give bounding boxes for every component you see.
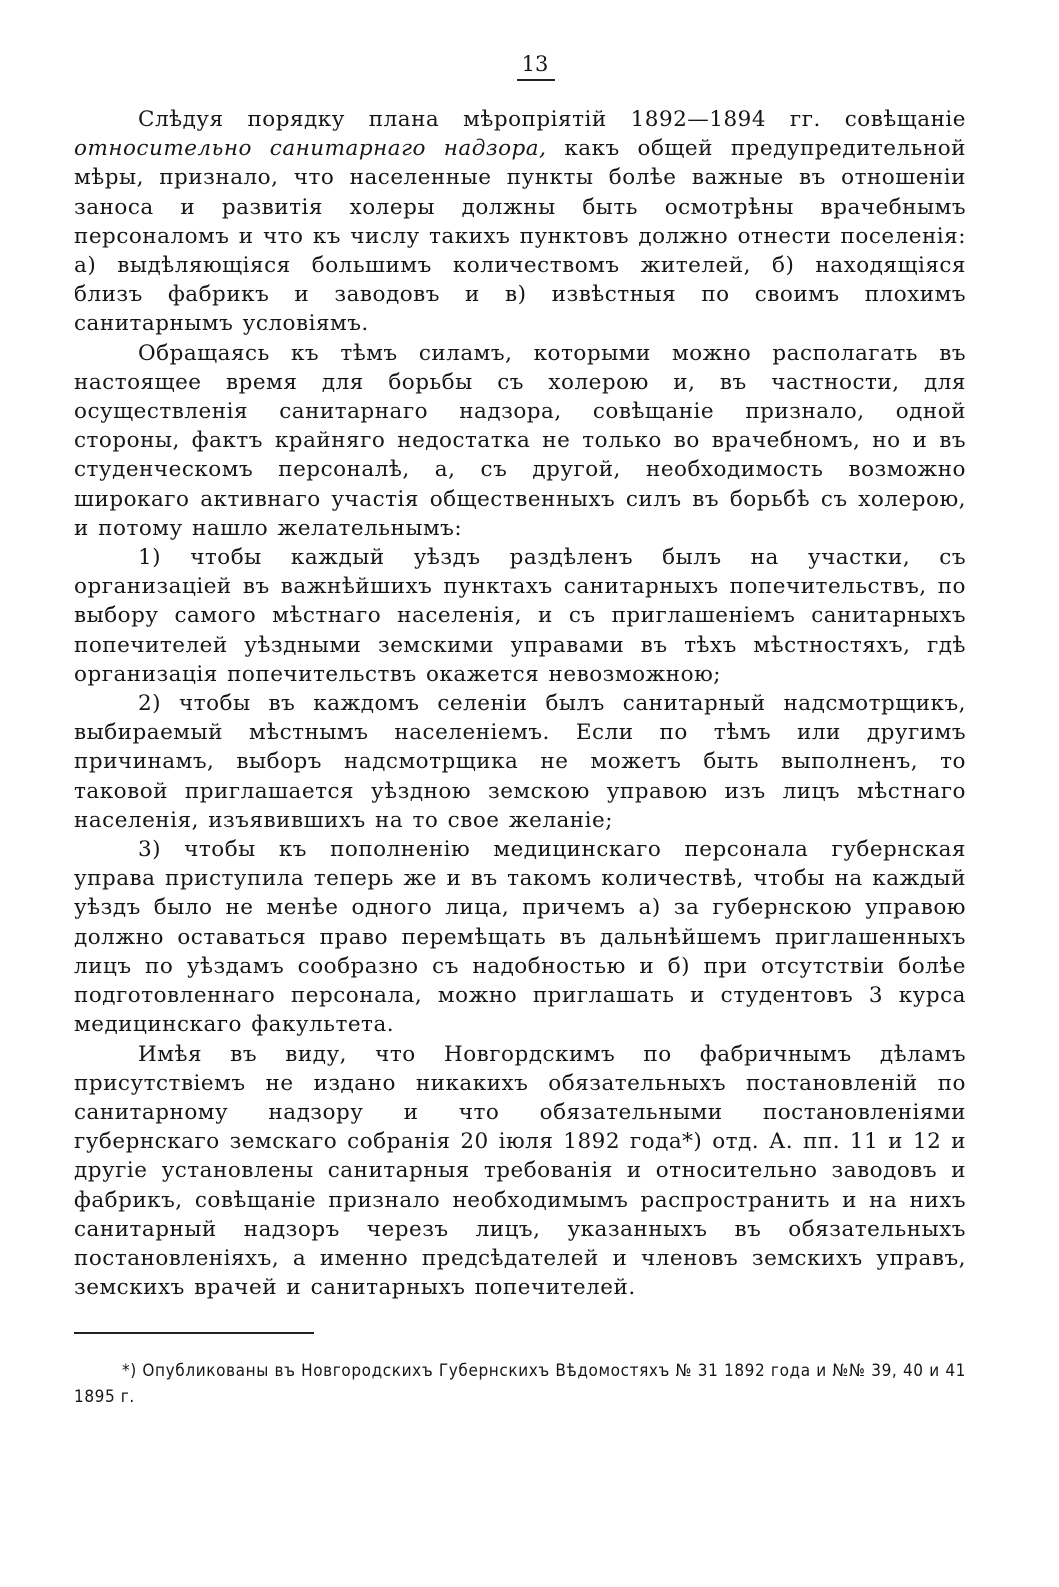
paragraph-1: [74, 105, 966, 339]
paragraph-1-start: Слѣдуя порядку плана мѣропріятій 1892—1894 гг. совѣщаніе: [138, 107, 966, 132]
body-text: [74, 105, 966, 1302]
page-number: 13: [521, 52, 549, 76]
paragraph-6: Имѣя въ виду, что Новгордскимъ по фабричнымъ дѣламъ присутствіемъ не издано никакихъ обязательныхъ постановленій по санитарному надзору и что обязательными постановленіями губернскаго земскаго собранія 20 іюля 1892 года*) отд. А. пп. 11 и 12 и другіе установлены санитарныя требованія и относительно заводовъ и фабрикъ, совѣщаніе признало необходимымъ распространить и на нихъ санитарный надзоръ черезъ лицъ, указанныхъ въ обязательныхъ постановленіяхъ, а именно предсѣдателей и членовъ земскихъ управъ, земскихъ врачей и санитарныхъ попечителей.: [74, 1041, 966, 1301]
paragraph-5-item-3: 3) чтобы къ пополненію медицинскаго персонала губернская управа приступила теперь же и въ такомъ количествѣ, чтобы на каждый уѣздъ было не менѣе одного лица, причемъ а) за губернскою управою должно оставаться право перемѣщать въ дальнѣйшемъ приглашенныхъ лицъ по уѣздамъ сообразно съ надобностью и б) при отсутствіи болѣе подготовленнаго персонала, можно приглашать и студентовъ 3 курса медицинскаго факультета.: [74, 837, 966, 1038]
paragraph-3-item-1: 1) чтобы каждый уѣздъ раздѣленъ былъ на участки, съ организаціей въ важнѣйшихъ пунктахъ санитарныхъ попечительствъ, по выбору самого мѣстнаго населенія, и съ приглашеніемъ санитарныхъ попечителей уѣздными земскими управами въ тѣхъ мѣстностяхъ, гдѣ организація попечительствъ окажется невозможною;: [74, 545, 966, 687]
document-page: [74, 52, 966, 1410]
paragraph-1-end: какъ общей предупредительной мѣры, признало, что населенные пункты болѣе важные въ отношеніи заноса и развитія холеры должны быть осмотрѣны врачебнымъ персоналомъ и что къ числу такихъ пунктовъ должно отнести поселенія: а) выдѣляющіяся большимъ количествомъ жителей, б) находящіяся близъ фабрикъ и заводовъ и в) извѣстныя по своимъ плохимъ санитарнымъ условіямъ.: [74, 136, 966, 337]
footnote: *) Опубликованы въ Новгородскихъ Губернскихъ Вѣдомостяхъ № 31 1892 года и №№ 39, 40 и 41 1895 г.: [74, 1360, 966, 1407]
paragraph-1-italic: относительно санитарнаго надзора,: [74, 136, 547, 162]
footnote-separator: [74, 1332, 314, 1334]
paragraph-2: Обращаясь къ тѣмъ силамъ, которыми можно располагать въ настоящее время для борьбы съ холерою и, въ частности, для осуществленія санитарнаго надзора, совѣщаніе признало, одной стороны, фактъ крайняго недостатка не только во врачебномъ, но и въ студенческомъ персоналѣ, а, съ другой, необходимость возможно широкаго активнаго участія общественныхъ силъ въ борьбѣ съ холерою, и потому нашло желательнымъ:: [74, 340, 966, 541]
paragraph-4-item-2: 2) чтобы въ каждомъ селеніи былъ санитарный надсмотрщикъ, выбираемый мѣстнымъ населеніемъ. Если по тѣмъ или другимъ причинамъ, выборъ надсмотрщика не можетъ быть выполненъ, то таковой приглашается уѣздною земскою управою изъ лицъ мѣстнаго населенія, изъявившихъ на то свое желаніе;: [74, 691, 966, 833]
page-number-underline: [517, 79, 555, 81]
